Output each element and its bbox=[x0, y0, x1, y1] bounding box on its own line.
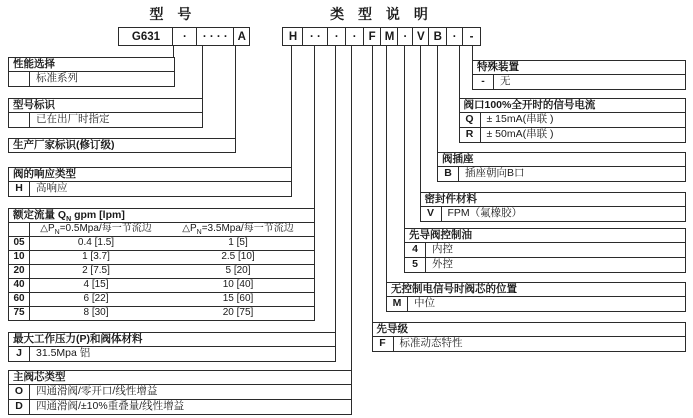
desc-cell: 四通滑阀/±10%重叠量/线性增益 bbox=[36, 400, 185, 412]
desc-cell: ± 50mA(串联 ) bbox=[486, 128, 554, 140]
table-row bbox=[9, 113, 202, 127]
section-special-device bbox=[472, 60, 686, 90]
table-row bbox=[9, 72, 174, 86]
connector-line bbox=[173, 46, 174, 57]
value-cell: 15 [60] bbox=[222, 293, 254, 304]
code-cell: 05 bbox=[9, 237, 30, 250]
desc-cell: 中位 bbox=[414, 297, 435, 309]
connector-line bbox=[459, 46, 460, 98]
code-cell: 40 bbox=[9, 279, 30, 292]
code-cell: 4 bbox=[405, 243, 426, 257]
section-title: 型号标识 bbox=[9, 99, 202, 113]
table-row bbox=[9, 385, 351, 400]
type-code-box: V bbox=[412, 27, 430, 46]
connector-line bbox=[372, 46, 373, 322]
connector-line bbox=[291, 46, 292, 167]
desc-cell: FPM（氟橡胶） bbox=[447, 207, 523, 219]
section-title: 先导级 bbox=[373, 323, 686, 337]
section-title: 先导阀控制油 bbox=[405, 229, 685, 243]
table-row bbox=[473, 75, 685, 89]
code-cell: O bbox=[9, 385, 30, 399]
type-code-box: · bbox=[327, 27, 347, 46]
value-cell: 2.5 [10] bbox=[221, 251, 255, 262]
section-null-position bbox=[386, 282, 686, 312]
table-row bbox=[9, 265, 314, 279]
code-cell bbox=[9, 223, 30, 236]
desc-cell: 标准系列 bbox=[36, 72, 78, 84]
table-row bbox=[405, 258, 685, 272]
type-code-box: H bbox=[282, 27, 304, 46]
section-title: 最大工作压力(P)和阀体材料 bbox=[9, 333, 335, 347]
type-code-boxes bbox=[282, 27, 481, 46]
model-code-box: · · · · bbox=[196, 27, 235, 46]
code-cell: D bbox=[9, 400, 30, 414]
connector-line bbox=[420, 46, 421, 192]
connector-line bbox=[437, 46, 438, 152]
code-cell: R bbox=[460, 128, 481, 142]
table-row bbox=[387, 297, 685, 311]
section-title: 无控制电信号时阀芯的位置 bbox=[387, 283, 685, 297]
column-header: $\triangle P_N=0.5Mpa/$每一节流边 bbox=[40, 223, 152, 236]
code-cell: V bbox=[421, 207, 442, 221]
desc-cell: 高响应 bbox=[36, 182, 68, 194]
table-row bbox=[9, 293, 314, 307]
type-code-box: · · bbox=[302, 27, 328, 46]
code-cell: 75 bbox=[9, 307, 30, 320]
value-cell: 6 [22] bbox=[83, 293, 109, 304]
model-title: 型 号 bbox=[149, 6, 197, 22]
section-title: 密封件材料 bbox=[421, 193, 686, 207]
table-row bbox=[373, 337, 686, 351]
desc-cell: 标准动态特性 bbox=[399, 337, 463, 349]
code-cell bbox=[9, 113, 30, 127]
model-code-box: A bbox=[233, 27, 250, 46]
model-code-boxes bbox=[118, 27, 250, 46]
connector-line bbox=[351, 46, 352, 370]
code-cell: H bbox=[9, 182, 30, 196]
type-code-box: - bbox=[462, 27, 481, 46]
type-code-box: · bbox=[397, 27, 413, 46]
code-cell: B bbox=[438, 167, 459, 181]
table-row bbox=[9, 307, 314, 320]
code-cell: 10 bbox=[9, 251, 30, 264]
value-cell: 0.4 [1.5] bbox=[77, 237, 115, 248]
section-spool-type bbox=[8, 370, 352, 415]
desc-cell: 31.5Mpa 铝 bbox=[36, 347, 91, 359]
section-valve-socket bbox=[437, 152, 686, 182]
connector-line bbox=[386, 46, 387, 282]
desc-cell: 内控 bbox=[432, 243, 453, 255]
table-row bbox=[9, 400, 351, 414]
flow-table-title: 额定流量 $Q_N$ gpm [lpm] bbox=[9, 209, 314, 223]
section-title: 主阀芯类型 bbox=[9, 371, 351, 385]
section-response-type bbox=[8, 167, 292, 197]
type-code-box: · bbox=[345, 27, 364, 46]
section-manufacturer bbox=[8, 138, 236, 153]
connector-line bbox=[404, 46, 405, 228]
type-code-box: · bbox=[446, 27, 464, 46]
connector-line bbox=[235, 46, 236, 138]
column-header: $\triangle P_N=3.5Mpa/$每一节流边 bbox=[182, 223, 294, 236]
table-row bbox=[421, 207, 686, 221]
code-cell: 60 bbox=[9, 293, 30, 306]
connector-line bbox=[202, 46, 203, 98]
value-cell: 1 [5] bbox=[228, 237, 248, 248]
value-cell: 4 [15] bbox=[83, 279, 109, 290]
section-pilot-oil bbox=[404, 228, 686, 273]
section-flow-table bbox=[8, 208, 315, 321]
value-cell: 5 [20] bbox=[225, 265, 251, 276]
code-cell: - bbox=[473, 75, 494, 89]
table-row bbox=[438, 167, 685, 181]
table-row bbox=[460, 128, 686, 142]
desc-cell: 无 bbox=[500, 75, 511, 87]
code-cell: J bbox=[9, 347, 30, 361]
table-row bbox=[9, 182, 291, 196]
section-pressure-material bbox=[8, 332, 336, 362]
section-title: 生产厂家标识(修订级) bbox=[13, 139, 115, 151]
section-performance bbox=[8, 57, 175, 87]
table-row bbox=[460, 113, 686, 128]
value-cell: 10 [40] bbox=[222, 279, 254, 290]
code-cell: F bbox=[373, 337, 394, 351]
connector-line bbox=[472, 46, 473, 60]
section-title: 阀口100%全开时的信号电流 bbox=[460, 99, 686, 113]
code-cell: Q bbox=[460, 113, 481, 127]
value-cell: 1 [3.7] bbox=[82, 251, 110, 262]
desc-cell: 四通滑阀/零开口/线性增益 bbox=[36, 385, 158, 397]
section-seal-material bbox=[420, 192, 687, 222]
desc-cell: 插座朝向B口 bbox=[465, 167, 525, 179]
type-code-box: F bbox=[363, 27, 382, 46]
type-code-box: M bbox=[380, 27, 399, 46]
type-code-box: B bbox=[428, 27, 447, 46]
desc-cell: ± 15mA(串联 ) bbox=[486, 113, 554, 125]
section-title: 性能选择 bbox=[9, 58, 174, 72]
code-cell: 20 bbox=[9, 265, 30, 278]
flow-table-subheader bbox=[9, 223, 314, 237]
desc-cell: 外控 bbox=[432, 258, 453, 270]
section-title: 特殊装置 bbox=[473, 61, 685, 75]
table-row bbox=[9, 279, 314, 293]
value-cell: 20 [75] bbox=[222, 307, 254, 318]
section-model-id bbox=[8, 98, 203, 128]
section-title: 阀插座 bbox=[438, 153, 685, 167]
table-row bbox=[9, 251, 314, 265]
value-cell: 2 [7.5] bbox=[82, 265, 110, 276]
value-cell: 8 [30] bbox=[83, 307, 109, 318]
connector-line bbox=[314, 46, 315, 208]
code-cell: M bbox=[387, 297, 408, 311]
table-row bbox=[9, 237, 314, 251]
section-title: 阀的响应类型 bbox=[9, 168, 291, 182]
model-code-box: · bbox=[172, 27, 197, 46]
desc-cell: 已在出厂时指定 bbox=[36, 113, 110, 125]
table-row bbox=[9, 347, 335, 361]
table-row bbox=[405, 243, 685, 258]
model-code-box: G631 bbox=[118, 27, 174, 46]
connector-line bbox=[335, 46, 336, 332]
code-cell: 5 bbox=[405, 258, 426, 272]
type-description-title: 类 型 说 明 bbox=[330, 6, 433, 22]
section-pilot-stage bbox=[372, 322, 687, 352]
code-cell bbox=[9, 72, 30, 86]
section-signal-current bbox=[459, 98, 687, 143]
